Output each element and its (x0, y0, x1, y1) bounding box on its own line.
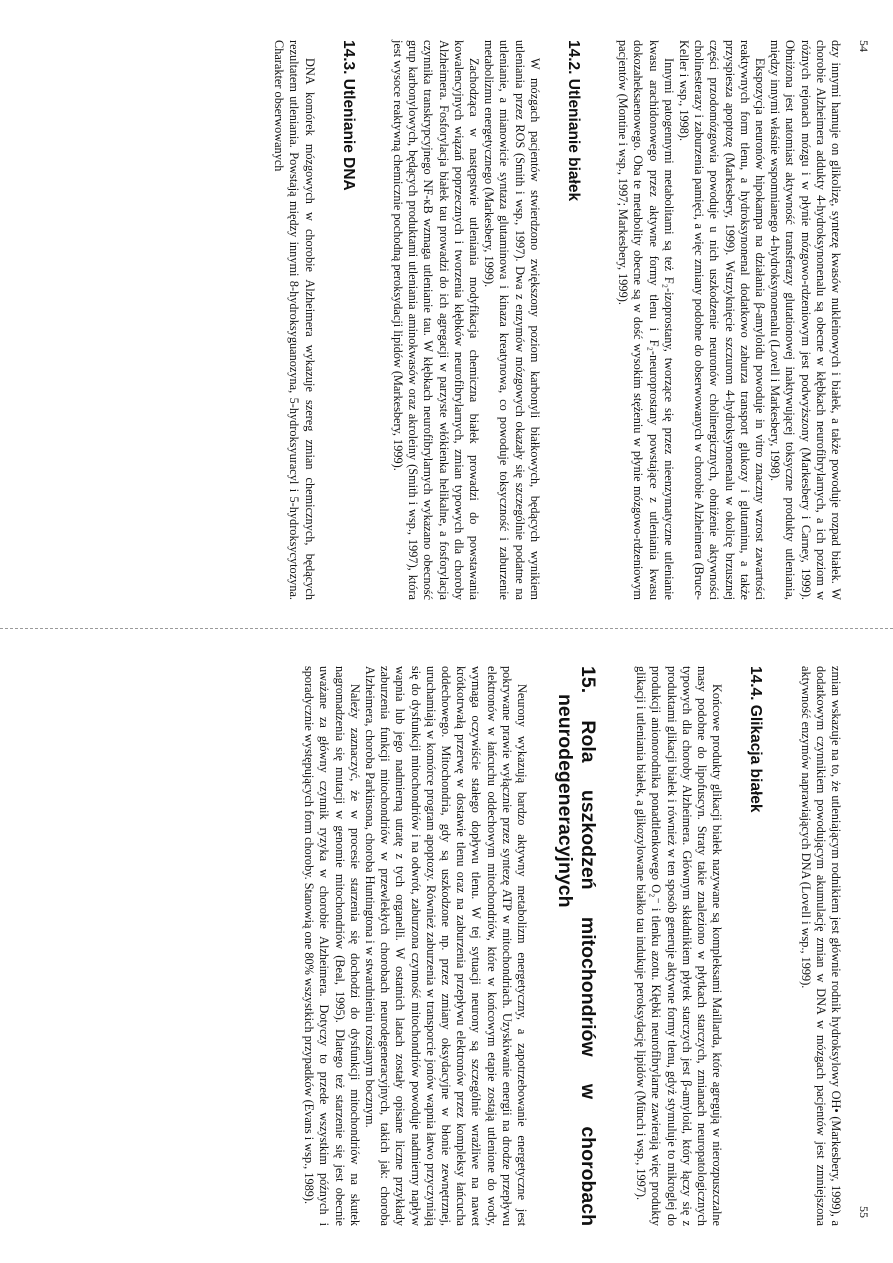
section-heading-protein-oxidation: 14.2. Utlenianie białek (564, 40, 582, 202)
paragraph-hippocampus-exposure: Ekspozycja neuronów hipokampa na działania β-amyloidu powoduje in vitro znaczny wzrost zawartości reaktywnych form tlenu, a hydroksynonenal dodatkowo zaburza transport glukozy i glutaminu, a także przyspiesza apoptozę (Markesbery, 1999). Wstrzyknięcie szczurom 4-hydroksynonenalu w okolicę brzusznej części przodomózgowia powoduje u nich uszkodzenie neuronów cholinergicznych, obniżenie aktywności cholinesterazy i zaburzenia pamięci, a więc zmiany podobne do obserwowanych w chorobie Alzheimera (Bruce-Keller i wsp., 1998). (676, 40, 767, 600)
paragraph-aging-mutations: Należy zaznaczyć, że w procesie starzenia się dochodzi do dysfunkcji mitochondriów na skutek nagromadzenia się mutacji w genomie mitochondriów (Beal, 1995). Dlatego też starzenie się jest obecnie uważane za główny czynnik ryzyka w chorobie Alzheimera. Dotyczy to przede wszystkim późnych i sporadycznie występujących form choroby. Stanowią one 80% wszystkich przypadków (Evans i wsp., 1989). (302, 666, 362, 1226)
right-page (301, 666, 843, 1226)
paragraph-protein-carbonyls: W mózgach pacjentów stwierdzono zwiększony poziom karbonyli białkowych, będących wynikiem utleniania przez ROS (Smith i wsp., 1997). Dwa z enzymów mózgowych okazały się szczególnie podatne na utlenianie, a mianowicie syntaza glutaminowa i kinaza kreatynowa, co powoduje toksyczność i zaburzenie metabolizmu energetycznego (Markesbery, 1999). (482, 40, 542, 600)
right-page-number: 55 (857, 1206, 871, 1218)
left-page-number: 54 (857, 40, 871, 52)
paragraph-neuron-metabolism: Neurony wykazują bardzo aktywny metabolizm energetyczny, a zapotrzebowanie energetyczne jest pokrywane prawie wyłącznie przez syntezę ATP w mitochondriach. Uzyskiwanie energii na drodze przepływu elektronów w łańcuchu oddechowym mitochondriów, które w końcowym etapie zostają utlenione do wody, wymaga oczywiście stałego dopływu tlenu. W tej sytuacji neurony są szczególnie wrażliwe na nawet krótkotrwałą przerwę w dostawie tlenu oraz na zaburzenia przepływu elektronów przez kompleksy łańcucha oddechowego. Mitochondria, gdy są uszkodzone np. przez zmiany oksydacyjne w błonie zewnętrznej, uruchamiają w komórce program apoptozy. Również zaburzenia w transporcie jonów wapnia łatwo przyczyniają się do dysfunkcji mitochondriów i na odwrót, zaburzona czynność mitochondriów powoduje nadmierny napływ wapnia lub jego nadmierną utratę z tych organelli. W ostatnich latach zostały opisane liczne przykłady zaburzenia funkcji mitochondriów w przewlekłych chorobach neurodegeneracyjnych, takich jak: choroba Alzheimera, choroba Parkinsona, choroba Huntingtona i w stwardnieniu rozsianym bocznym. (362, 666, 529, 1226)
left-page (271, 40, 843, 600)
paragraph-dna-changes: DNA komórek mózgowych w chorobie Alzheimera wykazuje szereg zmian chemicznych, będących rezultatem utleniania. Powstają między innymi 8-hydroksyguanozyna, 5-hydroksyuracyl i 5-hydroksycytozyna. Charakter obserwowanych (272, 40, 317, 600)
chapter-heading-mitochondria: 15. Rola uszkodzeń mitochondriów w chorobach neurodegeneracyjnych (553, 666, 599, 1226)
paragraph-isoprostanes: Innymi patogennymi metabolitami są też F₂-izoprostany, tworzące się przez nieenzymatyczne utlenianie kwasu arachidonowego przez aktywne formy tlenu i F₂-neuroprostany powstające z utleniania kwasu dokozaheksaenowego. Oba te metabolity obecne są w dość wysokim stężeniu w płynie mózgowo-rdzeniowym pacjentów (Montine i wsp., 1997; Markesbery, 1999). (616, 40, 676, 600)
paragraph-hnonenal-continuation: dzy innymi hamuje on glikolizę, syntezę kwasów nukleinowych i białek, a także powoduje rozpad białek. W chorobie Alzheimera addukty 4-hydroksynonenalu są obecne w kłębkach neurofibrylarnych, a ich poziom w różnych rejonach mózgu i w płynie mózgowo-rdzeniowym jest podwyższony (Markesbery i Carney, 1999). Obniżona jest natomiast aktywność transferazy glutationowej inaktywującej toksyczne produkty utleniania, między innymi właśnie wspomnianego 4-hydroksynonenalu (Lovell i Markesbery, 1998). (768, 40, 843, 600)
paragraph-dna-continuation: zmian wskazuje na to, że utleniającym rodnikiem jest głównie rodnik hydroksylowy OH• (Markesbery, 1999), a dodatkowym czynnikiem powodującym akumulację zmian w DNA w mózgach pacjentów jest zmniejszona aktywność enzymów naprawiających DNA (Lovell i wsp., 1999). (798, 666, 843, 1226)
paragraph-maillard-complexes: Końcowe produkty glikacji białek nazywane są kompleksami Maillarda, które agregują w nierozpuszczalne masy podobne do lipofuscyn. Straty takie znaleziono w płytkach starczych, zmianach neuropatologicznych typowych dla choroby Alzheimera. Głównym składnikiem płytek starczych jest β-amyloid, który łączy się z produktami glikacji białek i również w ten sposób generuje aktywne formy tlenu, gdyż stymuluje to mikroglej do produkcji anionorodnika ponadtlenkowego O₂⁻ i tlenku azotu. Kłębki neurofibrylarne zawierają więc produkty glikacji i utleniania białek, a glikozylowane białko tau indukuje peroksydację lipidów (Münch i wsp., 1997). (634, 666, 725, 1226)
paragraph-protein-modification: Zachodząca w następstwie utleniania modyfikacja chemiczna białek prowadzi do powstawania kowalencyjnych wiązań poprzecznych i tworzenia kłębków neurofibrylarnych, zmian typowych dla choroby Alzheimera. Fosforylacja białek tau prowadzi do ich agregacji w parzyste włókienka helikalne, a fosforylacja czynnika transkrypcyjnego NF-κB wzmaga utlenianie tau. W kłębkach neurofibrylarnych wykazano obecność grup karbonylowych, będących produktami utleniania aminokwasów oraz akroleiny (Smith i wsp., 1997), która jest wysoce reaktywną chemicznie pochodną peroksydacji lipidów (Markesbery, 1999). (390, 40, 481, 600)
page-fold-divider (0, 628, 893, 629)
section-heading-protein-glycation: 14.4. Glikacja białek (747, 666, 765, 813)
section-heading-dna-oxidation: 14.3. Utlenianie DNA (339, 40, 357, 191)
